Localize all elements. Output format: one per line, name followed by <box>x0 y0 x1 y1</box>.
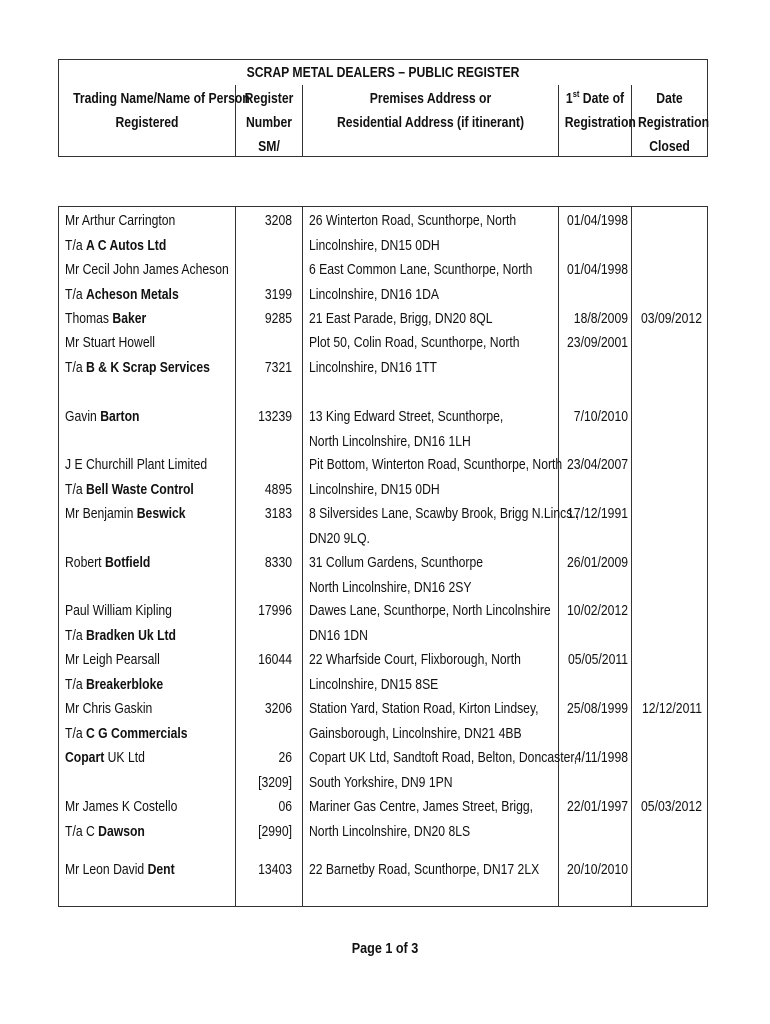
registration-closed-date: 12/12/2011 <box>641 701 702 717</box>
register-header <box>58 59 708 157</box>
premises-address-line: Plot 50, Colin Road, Scunthorpe, North <box>309 335 520 351</box>
premises-address-line: DN20 9LQ. <box>309 530 370 547</box>
first-registration-date: 23/04/2007 <box>567 457 628 473</box>
first-registration-date: 01/04/1998 <box>567 262 628 278</box>
dealer-name-line <box>65 331 155 356</box>
registration-closed-date: 03/09/2012 <box>641 311 702 327</box>
dealer-trading-name: Dent <box>147 862 175 878</box>
register-number: 17996 <box>258 603 292 619</box>
registration-closed-date: 05/03/2012 <box>641 799 702 815</box>
dealer-trading-name: C G Commercials <box>85 725 188 742</box>
premises-address-line: 31 Collum Gardens, Scunthorpe <box>309 555 484 571</box>
register-number: 7321 <box>264 359 292 376</box>
dealer-name-text: Mr Arthur Carrington <box>65 213 176 229</box>
first-registration-date: 18/8/2009 <box>573 311 628 327</box>
dealer-name-line <box>65 673 163 698</box>
dealer-name-text: J E Churchill Plant Limited <box>65 457 208 473</box>
dealer-name-text: Gavin <box>65 409 101 425</box>
dealer-name-line <box>65 234 166 259</box>
dealer-name-text: UK Ltd <box>104 750 145 766</box>
premises-address-line: 13 King Edward Street, Scunthorpe, <box>309 409 504 425</box>
premises-address-line: North Lincolnshire, DN16 2SY <box>309 579 472 596</box>
dealer-trading-name: Bradken Uk Ltd <box>85 627 177 644</box>
dealer-name-text: T/a <box>65 627 86 644</box>
first-registration-date: 4/11/1998 <box>574 750 628 766</box>
col-header-date1-2: Registration <box>564 115 636 131</box>
header-divider <box>558 85 559 156</box>
col-header-reg-2: Number <box>245 115 293 131</box>
first-registration-date: 23/09/2001 <box>567 335 628 351</box>
first-registration-date: 25/08/1999 <box>567 701 628 717</box>
dealer-name-text: Mr James K Costello <box>65 799 178 815</box>
dealer-trading-name: Botfield <box>104 555 151 571</box>
col-header-addr-2: Residential Address (if itinerant) <box>336 115 525 131</box>
dealer-trading-name: Dawson <box>98 823 145 840</box>
col-header-addr-1: Premises Address or <box>369 91 492 107</box>
first-registration-date: 01/04/1998 <box>567 213 628 229</box>
premises-address-line: 22 Barnetby Road, Scunthorpe, DN17 2LX <box>309 862 540 878</box>
first-registration-date: 10/02/2012 <box>567 603 628 619</box>
col-header-reg-3: SM/ <box>258 139 280 155</box>
dealer-name-text: Paul William Kipling <box>65 603 172 619</box>
premises-address-line: Lincolnshire, DN15 8SE <box>309 676 439 693</box>
register-number: 26 <box>278 750 292 766</box>
dealer-name-text: Mr Benjamin <box>65 506 137 522</box>
first-registration-date: 17/12/1991 <box>567 506 628 522</box>
premises-address-line: 6 East Common Lane, Scunthorpe, North <box>309 262 533 278</box>
premises-address-line: Mariner Gas Centre, James Street, Brigg, <box>309 799 534 815</box>
dealer-name-line <box>65 722 188 747</box>
premises-address-line: Pit Bottom, Winterton Road, Scunthorpe, North <box>309 457 563 473</box>
register-number: 9285 <box>264 311 292 327</box>
register-number: 3208 <box>264 213 292 229</box>
register-number: [3209] <box>258 774 292 791</box>
dealer-name-text: T/a <box>65 676 86 693</box>
premises-address-line: 26 Winterton Road, Scunthorpe, North <box>309 213 517 229</box>
dealer-trading-name: Bell Waste Control <box>85 481 194 498</box>
dealer-name-text: Mr Cecil John James Acheson <box>65 262 229 278</box>
dealer-name-text: T/a <box>65 286 86 303</box>
col-header-closed-1: Date <box>656 91 683 107</box>
dealer-trading-name: Baker <box>112 311 147 327</box>
register-table <box>58 206 708 907</box>
premises-address-line: 8 Silversides Lane, Scawby Brook, Brigg N.Lincs., <box>309 506 580 522</box>
dealer-name-text: Mr Leon David <box>65 862 148 878</box>
col-header-name-1: Trading Name/Name of Person <box>73 91 250 107</box>
dealer-name-line <box>65 624 176 649</box>
first-registration-date: 20/10/2010 <box>567 862 628 878</box>
col-header-name-2: Registered <box>115 115 179 131</box>
dealer-trading-name: Breakerbloke <box>85 676 164 693</box>
premises-address-line: 22 Wharfside Court, Flixborough, North <box>309 652 521 668</box>
dealer-name-text: T/a <box>65 237 86 254</box>
premises-address-line: North Lincolnshire, DN16 1LH <box>309 433 471 450</box>
dealer-name-text: T/a C <box>65 823 99 840</box>
header-divider <box>302 85 303 156</box>
register-number: 3183 <box>264 506 292 522</box>
premises-address-line: South Yorkshire, DN9 1PN <box>309 774 453 791</box>
col-header-closed-3: Closed <box>649 139 690 155</box>
premises-address-line: Lincolnshire, DN16 1DA <box>309 286 439 303</box>
dealer-trading-name: A C Autos Ltd <box>85 237 167 254</box>
register-number: [2990] <box>258 823 292 840</box>
register-number: 3206 <box>264 701 292 717</box>
register-number: 13403 <box>258 862 292 878</box>
premises-address-line: 21 East Parade, Brigg, DN20 8QL <box>309 311 493 327</box>
first-registration-date: 26/01/2009 <box>567 555 628 571</box>
premises-address-line: DN16 1DN <box>309 627 368 644</box>
premises-address-line: Gainsborough, Lincolnshire, DN21 4BB <box>309 725 522 742</box>
register-number: 06 <box>278 799 292 815</box>
register-number: 16044 <box>258 652 292 668</box>
first-registration-date: 7/10/2010 <box>573 409 628 425</box>
col-header-reg-1: Register <box>244 91 294 107</box>
dealer-trading-name: B & K Scrap Services <box>85 359 210 376</box>
register-number: 13239 <box>258 409 292 425</box>
first-registration-date: 22/01/1997 <box>567 799 628 815</box>
dealer-trading-name: Beswick <box>136 506 186 522</box>
premises-address-line: Lincolnshire, DN15 0DH <box>309 237 440 254</box>
dealer-trading-name: Barton <box>100 409 140 425</box>
page-title: SCRAP METAL DEALERS – PUBLIC REGISTER <box>246 65 520 81</box>
page-footer: Page 1 of 3 <box>351 940 419 957</box>
dealer-trading-name: Acheson Metals <box>85 286 179 303</box>
dealer-name-text: Robert <box>65 555 105 571</box>
register-number: 4895 <box>264 481 292 498</box>
premises-address-line: North Lincolnshire, DN20 8LS <box>309 823 471 840</box>
premises-address-line: Lincolnshire, DN16 1TT <box>309 359 437 376</box>
dealer-name-text: Mr Chris Gaskin <box>65 701 153 717</box>
dealer-trading-name: Copart <box>65 750 105 766</box>
premises-address-line: Copart UK Ltd, Sandtoft Road, Belton, Doncaster, <box>309 750 578 766</box>
dealer-name-text: Thomas <box>65 311 113 327</box>
dealer-name-text: T/a <box>65 359 86 376</box>
dealer-name-text: T/a <box>65 725 86 742</box>
premises-address-line: Lincolnshire, DN15 0DH <box>309 481 440 498</box>
dealer-name-text: Mr Leigh Pearsall <box>65 652 160 668</box>
premises-address-line: Station Yard, Station Road, Kirton Lindsey, <box>309 701 539 717</box>
dealer-name-text: Mr Stuart Howell <box>65 335 156 351</box>
col-header-date1-1: 1st Date of <box>565 89 625 107</box>
dealer-name-text: T/a <box>65 481 86 498</box>
first-registration-date: 05/05/2011 <box>567 652 628 668</box>
register-number: 8330 <box>264 555 292 571</box>
register-number: 3199 <box>264 286 292 303</box>
premises-address-line: Dawes Lane, Scunthorpe, North Lincolnshire <box>309 603 551 619</box>
col-header-closed-2: Registration <box>638 115 710 131</box>
